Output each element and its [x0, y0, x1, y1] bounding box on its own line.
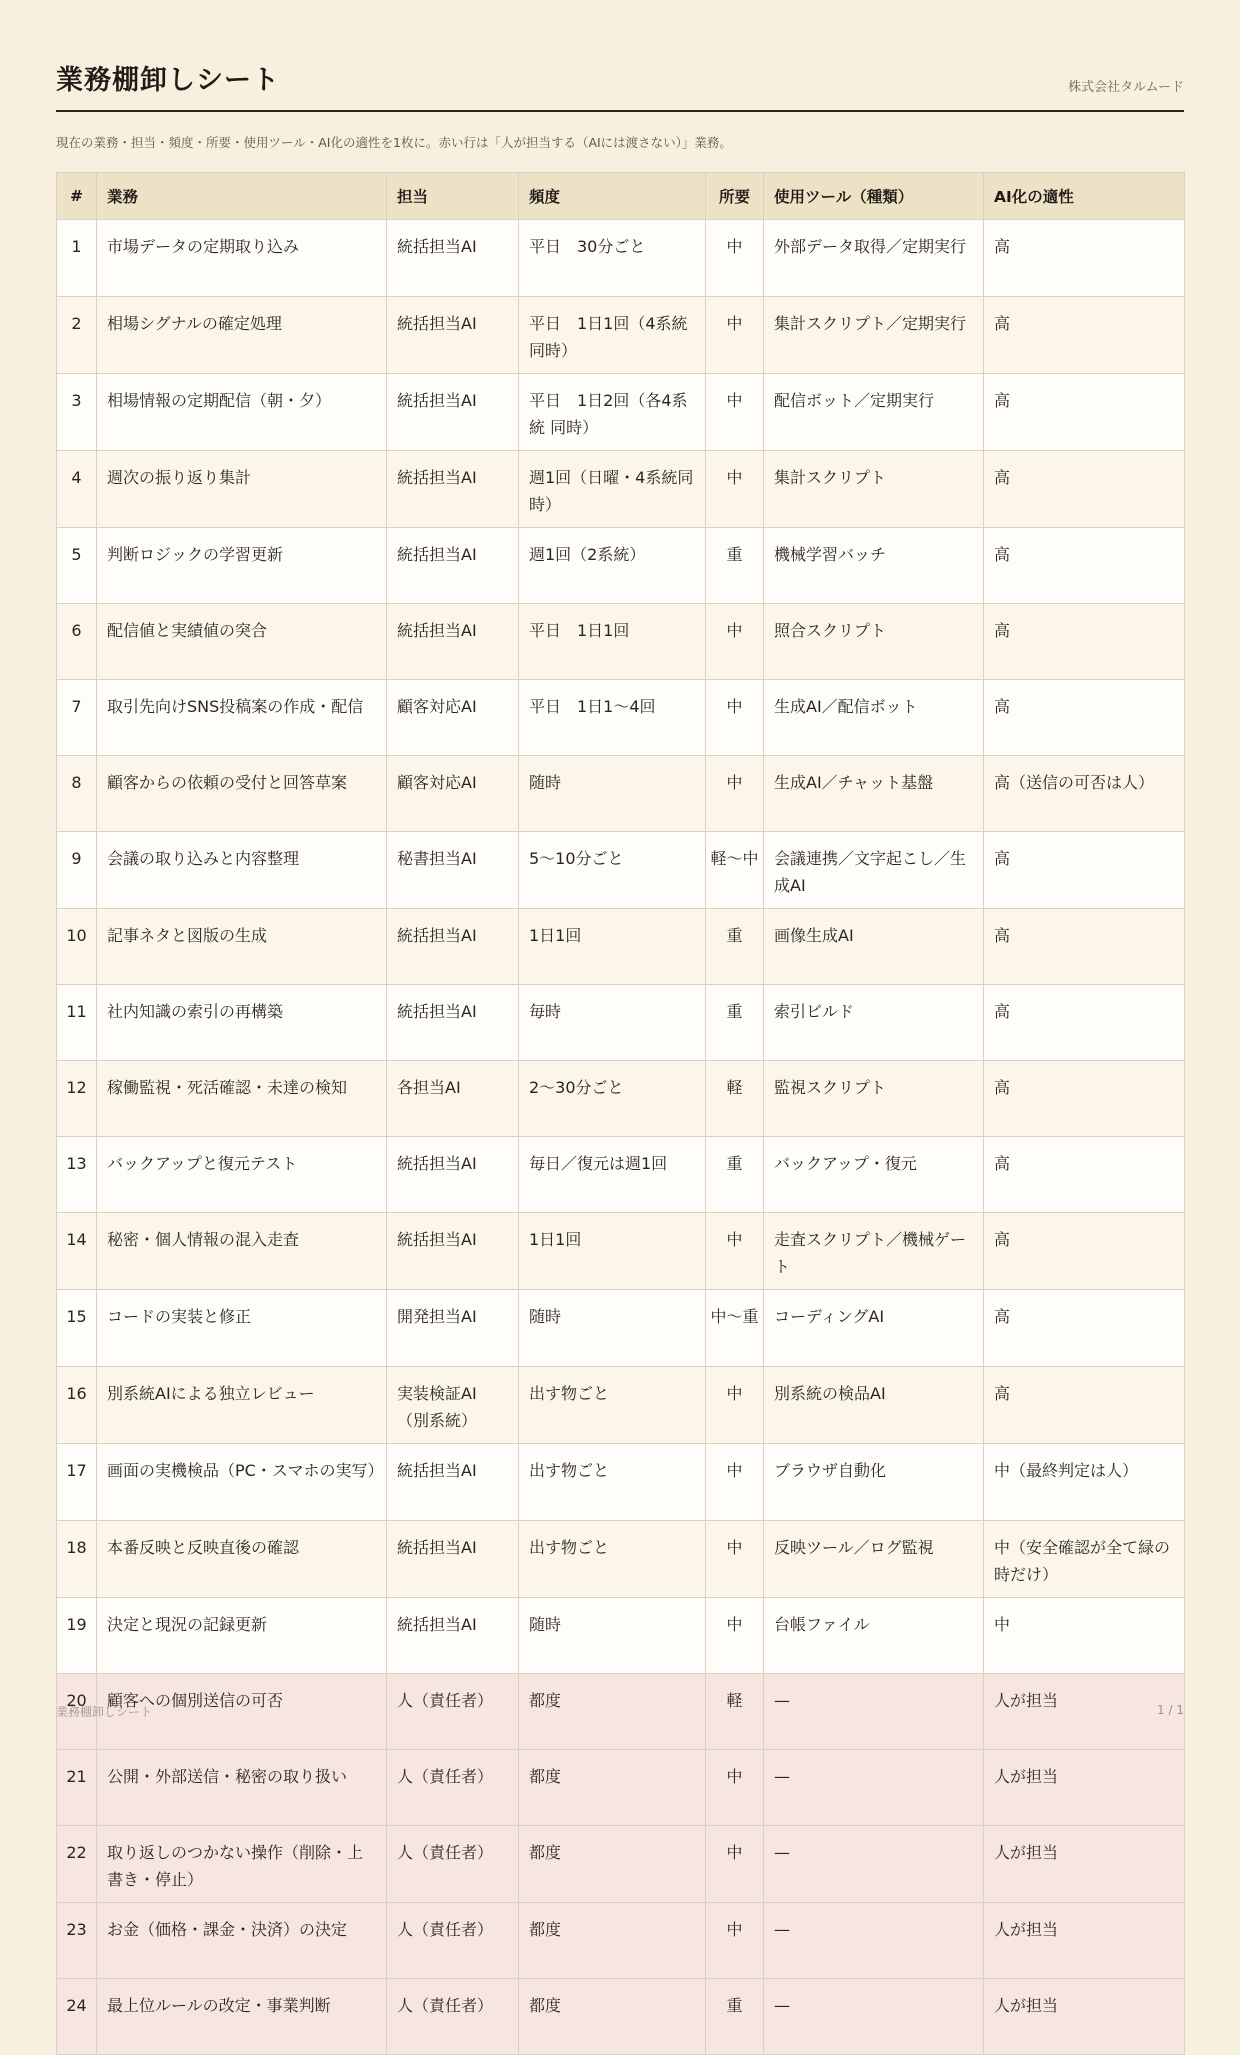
- cell-owner: 秘書担当AI: [387, 832, 519, 909]
- cell-tool: 生成AI／チャット基盤: [764, 756, 984, 832]
- cell-frequency: 5〜10分ごと: [519, 832, 706, 909]
- cell-owner: 統括担当AI: [387, 604, 519, 680]
- cell-ai-fit: 高: [984, 1137, 1185, 1213]
- document-header: [56, 58, 1184, 112]
- cell-number: 8: [57, 756, 97, 832]
- cell-task: 画面の実機検品（PC・スマホの実写）: [97, 1444, 387, 1521]
- table-row: [57, 451, 1185, 528]
- cell-load: 中: [706, 1903, 764, 1979]
- cell-task: 顧客からの依頼の受付と回答草案: [97, 756, 387, 832]
- table-row: [57, 985, 1185, 1061]
- cell-frequency: 1日1回: [519, 909, 706, 985]
- cell-ai-fit: 高: [984, 985, 1185, 1061]
- cell-ai-fit: 高: [984, 1061, 1185, 1137]
- cell-owner: 統括担当AI: [387, 220, 519, 297]
- cell-owner: 統括担当AI: [387, 451, 519, 528]
- table-row: [57, 1521, 1185, 1598]
- cell-task: 最上位ルールの改定・事業判断: [97, 1979, 387, 2055]
- cell-ai-fit: 高（送信の可否は人）: [984, 756, 1185, 832]
- table-row: [57, 220, 1185, 297]
- cell-load: 中: [706, 1750, 764, 1826]
- cell-tool: 反映ツール／ログ監視: [764, 1521, 984, 1598]
- cell-task: 週次の振り返り集計: [97, 451, 387, 528]
- cell-frequency: 週1回（2系統）: [519, 528, 706, 604]
- cell-task: お金（価格・課金・決済）の決定: [97, 1903, 387, 1979]
- cell-owner: 統括担当AI: [387, 1213, 519, 1290]
- cell-frequency: 出す物ごと: [519, 1367, 706, 1444]
- table-row: [57, 680, 1185, 756]
- cell-owner: 統括担当AI: [387, 1444, 519, 1521]
- cell-frequency: 平日 30分ごと: [519, 220, 706, 297]
- cell-ai-fit: 人が担当: [984, 1979, 1185, 2055]
- cell-task: 秘密・個人情報の混入走査: [97, 1213, 387, 1290]
- cell-number: 21: [57, 1750, 97, 1826]
- cell-task: 相場情報の定期配信（朝・夕）: [97, 374, 387, 451]
- cell-owner: 人（責任者）: [387, 1979, 519, 2055]
- column-header-frequency: 頻度: [519, 173, 706, 220]
- cell-owner: 実装検証AI（別系統）: [387, 1367, 519, 1444]
- cell-tool: 会議連携／文字起こし／生成AI: [764, 832, 984, 909]
- table-row: [57, 1137, 1185, 1213]
- cell-tool: 集計スクリプト: [764, 451, 984, 528]
- cell-frequency: 1日1回: [519, 1213, 706, 1290]
- cell-number: 1: [57, 220, 97, 297]
- table-body: [57, 220, 1185, 2055]
- cell-number: 23: [57, 1903, 97, 1979]
- cell-tool: 監視スクリプト: [764, 1061, 984, 1137]
- cell-task: コードの実装と修正: [97, 1290, 387, 1367]
- cell-load: 中: [706, 374, 764, 451]
- cell-load: 中: [706, 604, 764, 680]
- footer-page-number: 1 / 1: [1157, 1703, 1184, 1717]
- cell-tool: —: [764, 1750, 984, 1826]
- cell-owner: 顧客対応AI: [387, 756, 519, 832]
- cell-ai-fit: 高: [984, 680, 1185, 756]
- table-row: [57, 1598, 1185, 1674]
- cell-load: 中: [706, 680, 764, 756]
- cell-load: 中: [706, 451, 764, 528]
- cell-owner: 人（責任者）: [387, 1674, 519, 1750]
- company-name: 株式会社タルムード: [1068, 80, 1184, 95]
- cell-load: 重: [706, 1137, 764, 1213]
- cell-ai-fit: 人が担当: [984, 1750, 1185, 1826]
- table-row: [57, 528, 1185, 604]
- cell-frequency: 随時: [519, 1290, 706, 1367]
- cell-tool: 生成AI／配信ボット: [764, 680, 984, 756]
- cell-ai-fit: 高: [984, 374, 1185, 451]
- task-inventory-table: [56, 172, 1185, 2055]
- cell-load: 軽: [706, 1061, 764, 1137]
- cell-ai-fit: 人が担当: [984, 1674, 1185, 1750]
- cell-owner: 統括担当AI: [387, 909, 519, 985]
- cell-owner: 各担当AI: [387, 1061, 519, 1137]
- cell-frequency: 都度: [519, 1674, 706, 1750]
- cell-ai-fit: 人が担当: [984, 1903, 1185, 1979]
- cell-tool: 集計スクリプト／定期実行: [764, 297, 984, 374]
- table-row: [57, 1290, 1185, 1367]
- cell-tool: コーディングAI: [764, 1290, 984, 1367]
- cell-owner: 統括担当AI: [387, 528, 519, 604]
- cell-ai-fit: 中（最終判定は人）: [984, 1444, 1185, 1521]
- cell-number: 5: [57, 528, 97, 604]
- cell-load: 重: [706, 909, 764, 985]
- cell-task: 別系統AIによる独立レビュー: [97, 1367, 387, 1444]
- table-header-row: [57, 173, 1185, 220]
- cell-tool: 照合スクリプト: [764, 604, 984, 680]
- cell-frequency: 都度: [519, 1903, 706, 1979]
- cell-load: 中: [706, 220, 764, 297]
- cell-load: 中: [706, 756, 764, 832]
- cell-number: 10: [57, 909, 97, 985]
- cell-ai-fit: 高: [984, 909, 1185, 985]
- cell-load: 重: [706, 985, 764, 1061]
- table-row-human: [57, 1979, 1185, 2055]
- cell-load: 中: [706, 1598, 764, 1674]
- cell-frequency: 毎時: [519, 985, 706, 1061]
- column-header-task: 業務: [97, 173, 387, 220]
- cell-task: 市場データの定期取り込み: [97, 220, 387, 297]
- cell-owner: 顧客対応AI: [387, 680, 519, 756]
- cell-owner: 開発担当AI: [387, 1290, 519, 1367]
- cell-tool: —: [764, 1826, 984, 1903]
- footer-document-name: 業務棚卸しシート: [56, 1705, 153, 1719]
- cell-frequency: 出す物ごと: [519, 1521, 706, 1598]
- table-row: [57, 1213, 1185, 1290]
- cell-number: 7: [57, 680, 97, 756]
- cell-task: 取引先向けSNS投稿案の作成・配信: [97, 680, 387, 756]
- cell-load: 中: [706, 297, 764, 374]
- cell-tool: —: [764, 1903, 984, 1979]
- table-row: [57, 909, 1185, 985]
- cell-load: 中: [706, 1367, 764, 1444]
- column-header-ai-fit: AI化の適性: [984, 173, 1185, 220]
- cell-load: 中: [706, 1444, 764, 1521]
- cell-number: 13: [57, 1137, 97, 1213]
- table-row: [57, 297, 1185, 374]
- cell-owner: 統括担当AI: [387, 1521, 519, 1598]
- cell-owner: 統括担当AI: [387, 985, 519, 1061]
- cell-frequency: 平日 1日2回（各4系統 同時）: [519, 374, 706, 451]
- cell-load: 中〜重: [706, 1290, 764, 1367]
- cell-number: 3: [57, 374, 97, 451]
- cell-number: 16: [57, 1367, 97, 1444]
- cell-task: 記事ネタと図版の生成: [97, 909, 387, 985]
- cell-number: 11: [57, 985, 97, 1061]
- cell-owner: 統括担当AI: [387, 297, 519, 374]
- cell-number: 15: [57, 1290, 97, 1367]
- cell-ai-fit: 高: [984, 528, 1185, 604]
- cell-owner: 統括担当AI: [387, 374, 519, 451]
- cell-task: 決定と現況の記録更新: [97, 1598, 387, 1674]
- cell-owner: 人（責任者）: [387, 1826, 519, 1903]
- cell-number: 18: [57, 1521, 97, 1598]
- cell-ai-fit: 人が担当: [984, 1826, 1185, 1903]
- table-row-human: [57, 1674, 1185, 1750]
- cell-task: 取り返しのつかない操作（削除・上書き・停止）: [97, 1826, 387, 1903]
- cell-load: 中: [706, 1826, 764, 1903]
- cell-tool: 配信ボット／定期実行: [764, 374, 984, 451]
- cell-load: 重: [706, 1979, 764, 2055]
- table-row-human: [57, 1826, 1185, 1903]
- cell-number: 4: [57, 451, 97, 528]
- cell-frequency: 随時: [519, 1598, 706, 1674]
- cell-task: 判断ロジックの学習更新: [97, 528, 387, 604]
- cell-tool: 画像生成AI: [764, 909, 984, 985]
- cell-owner: 人（責任者）: [387, 1903, 519, 1979]
- column-header-tool: 使用ツール（種類）: [764, 173, 984, 220]
- column-header-number: #: [57, 173, 97, 220]
- cell-load: 重: [706, 528, 764, 604]
- cell-frequency: 平日 1日1〜4回: [519, 680, 706, 756]
- cell-task: 本番反映と反映直後の確認: [97, 1521, 387, 1598]
- cell-task: 公開・外部送信・秘密の取り扱い: [97, 1750, 387, 1826]
- cell-frequency: 随時: [519, 756, 706, 832]
- cell-tool: 機械学習バッチ: [764, 528, 984, 604]
- document-title: 業務棚卸しシート: [56, 65, 280, 96]
- cell-task: 顧客への個別送信の可否: [97, 1674, 387, 1750]
- cell-ai-fit: 高: [984, 451, 1185, 528]
- cell-tool: ブラウザ自動化: [764, 1444, 984, 1521]
- cell-task: 社内知識の索引の再構築: [97, 985, 387, 1061]
- table-row: [57, 604, 1185, 680]
- cell-task: 配信値と実績値の突合: [97, 604, 387, 680]
- cell-load: 中: [706, 1521, 764, 1598]
- cell-ai-fit: 高: [984, 1213, 1185, 1290]
- document-subtitle: 現在の業務・担当・頻度・所要・使用ツール・AI化の適性を1枚に。赤い行は「人が担当する（AIには渡さない）」業務。: [56, 135, 732, 150]
- cell-ai-fit: 高: [984, 1367, 1185, 1444]
- table-row: [57, 756, 1185, 832]
- cell-load: 軽〜中: [706, 832, 764, 909]
- table-row: [57, 1444, 1185, 1521]
- cell-tool: —: [764, 1979, 984, 2055]
- cell-task: 稼働監視・死活確認・未達の検知: [97, 1061, 387, 1137]
- cell-owner: 人（責任者）: [387, 1750, 519, 1826]
- cell-ai-fit: 中（安全確認が全て緑の時だけ）: [984, 1521, 1185, 1598]
- table-row: [57, 374, 1185, 451]
- cell-frequency: 都度: [519, 1979, 706, 2055]
- table-row-human: [57, 1903, 1185, 1979]
- cell-number: 14: [57, 1213, 97, 1290]
- cell-frequency: 週1回（日曜・4系統同時）: [519, 451, 706, 528]
- cell-tool: 台帳ファイル: [764, 1598, 984, 1674]
- cell-number: 24: [57, 1979, 97, 2055]
- cell-frequency: 都度: [519, 1750, 706, 1826]
- cell-number: 17: [57, 1444, 97, 1521]
- cell-owner: 統括担当AI: [387, 1598, 519, 1674]
- cell-number: 2: [57, 297, 97, 374]
- cell-frequency: 平日 1日1回（4系統同時）: [519, 297, 706, 374]
- cell-ai-fit: 中: [984, 1598, 1185, 1674]
- table-row: [57, 1367, 1185, 1444]
- table-row-human: [57, 1750, 1185, 1826]
- cell-ai-fit: 高: [984, 1290, 1185, 1367]
- column-header-load: 所要: [706, 173, 764, 220]
- cell-frequency: 2〜30分ごと: [519, 1061, 706, 1137]
- cell-number: 9: [57, 832, 97, 909]
- cell-number: 12: [57, 1061, 97, 1137]
- cell-tool: 外部データ取得／定期実行: [764, 220, 984, 297]
- cell-tool: バックアップ・復元: [764, 1137, 984, 1213]
- cell-number: 22: [57, 1826, 97, 1903]
- cell-frequency: 平日 1日1回: [519, 604, 706, 680]
- cell-load: 中: [706, 1213, 764, 1290]
- column-header-owner: 担当: [387, 173, 519, 220]
- cell-ai-fit: 高: [984, 604, 1185, 680]
- cell-number: 19: [57, 1598, 97, 1674]
- cell-number: 20: [57, 1674, 97, 1750]
- table-row: [57, 1061, 1185, 1137]
- cell-ai-fit: 高: [984, 220, 1185, 297]
- cell-task: バックアップと復元テスト: [97, 1137, 387, 1213]
- cell-task: 相場シグナルの確定処理: [97, 297, 387, 374]
- cell-ai-fit: 高: [984, 297, 1185, 374]
- cell-number: 6: [57, 604, 97, 680]
- table-row: [57, 832, 1185, 909]
- cell-load: 軽: [706, 1674, 764, 1750]
- cell-frequency: 出す物ごと: [519, 1444, 706, 1521]
- cell-owner: 統括担当AI: [387, 1137, 519, 1213]
- cell-frequency: 都度: [519, 1826, 706, 1903]
- cell-tool: 索引ビルド: [764, 985, 984, 1061]
- cell-frequency: 毎日／復元は週1回: [519, 1137, 706, 1213]
- cell-tool: —: [764, 1674, 984, 1750]
- cell-tool: 走査スクリプト／機械ゲート: [764, 1213, 984, 1290]
- cell-ai-fit: 高: [984, 832, 1185, 909]
- cell-tool: 別系統の検品AI: [764, 1367, 984, 1444]
- cell-task: 会議の取り込みと内容整理: [97, 832, 387, 909]
